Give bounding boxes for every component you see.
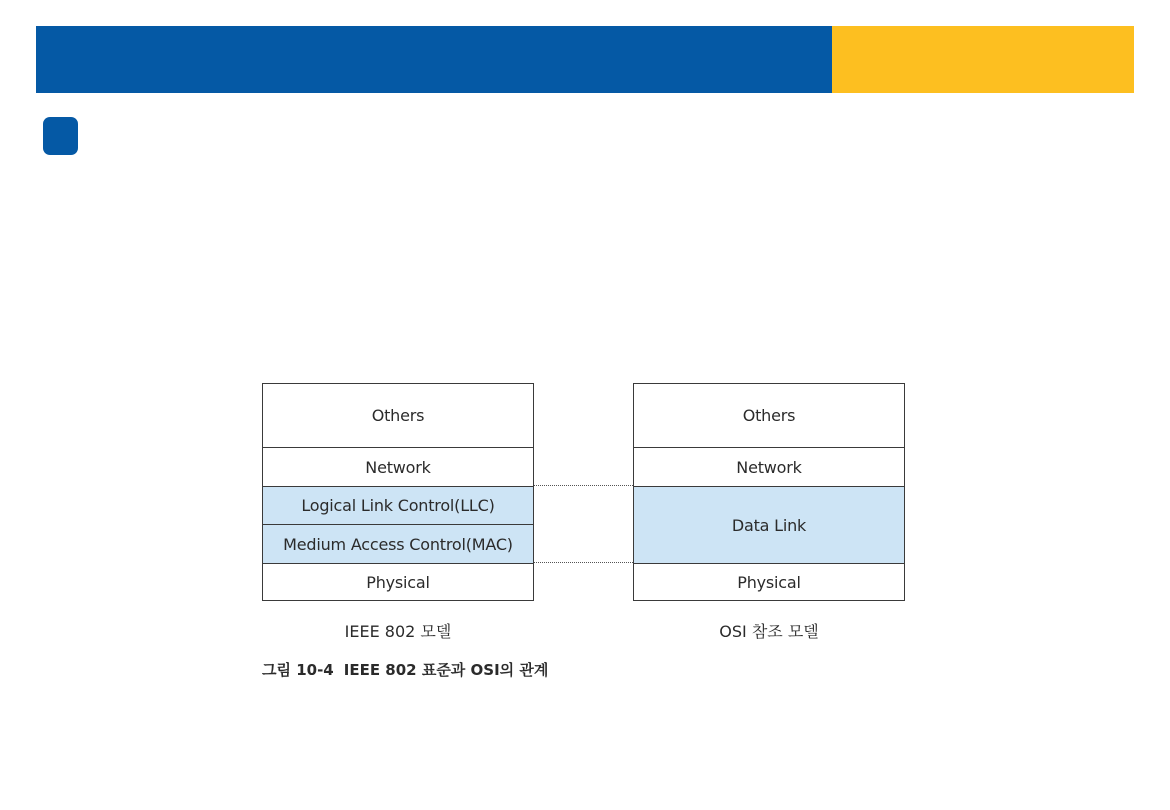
osi-reference-stack bbox=[633, 383, 905, 601]
ieee-stack-caption: IEEE 802 모델 bbox=[344, 622, 452, 641]
osi-layer-network: Network bbox=[634, 447, 904, 486]
ieee-layer-others: Others bbox=[371, 406, 425, 425]
header-accent-block bbox=[832, 26, 1134, 93]
osi-layer-physical: Physical bbox=[634, 563, 904, 600]
osi-layer-others: Others bbox=[742, 406, 796, 425]
ieee-layer-mac: Medium Access Control(MAC) bbox=[263, 524, 533, 563]
figure-number: 그림 10-4 bbox=[262, 661, 334, 679]
ieee-layer-network: Network bbox=[263, 447, 533, 486]
header-bar bbox=[36, 26, 832, 93]
figure-title: IEEE 802 표준과 OSI의 관계 bbox=[343, 661, 549, 679]
ieee-layer-llc: Logical Link Control(LLC) bbox=[263, 486, 533, 524]
osi-stack-caption: OSI 참조 모델 bbox=[719, 622, 819, 641]
figure-caption bbox=[262, 659, 548, 680]
section-bullet-marker bbox=[43, 117, 78, 155]
ieee-802-stack bbox=[262, 383, 534, 601]
ieee-layer-physical: Physical bbox=[263, 563, 533, 600]
connector-bottom-dotted-line bbox=[534, 562, 633, 563]
connector-top-dotted-line bbox=[534, 485, 633, 486]
osi-layer-data-link: Data Link bbox=[634, 486, 904, 563]
